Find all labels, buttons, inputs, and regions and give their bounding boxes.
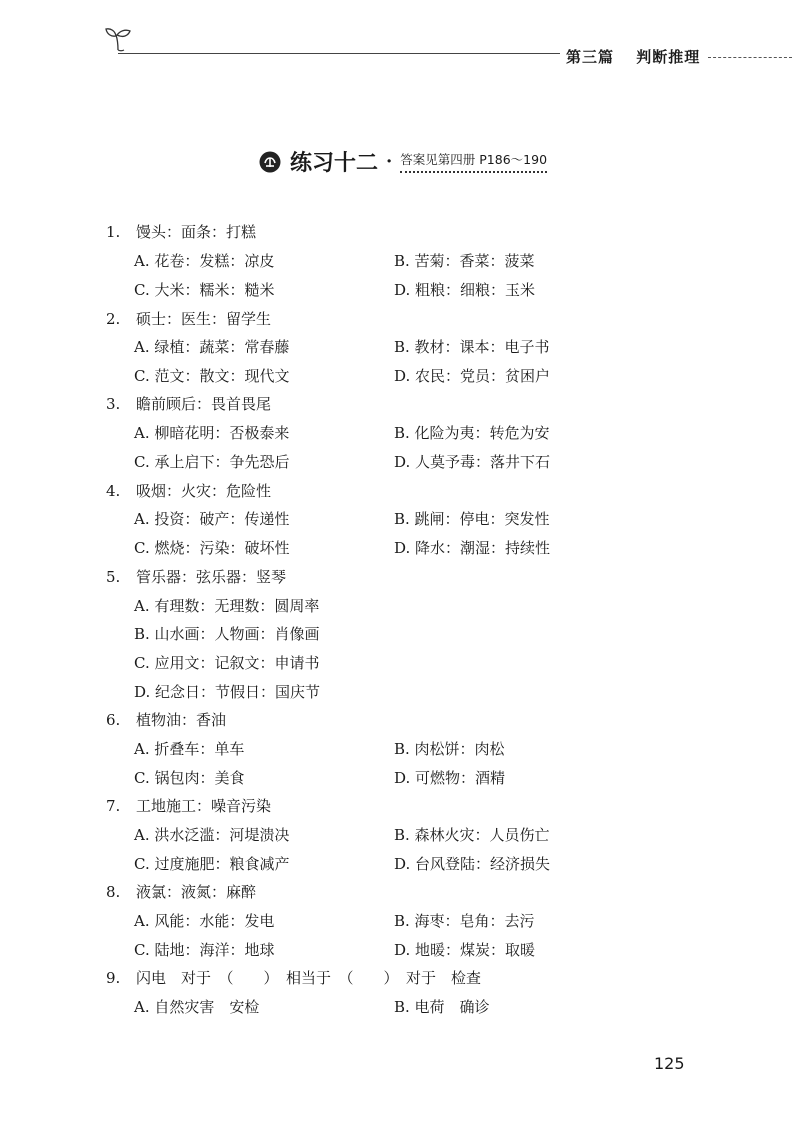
option-c: C. 应用文：记叙文：申请书: [134, 654, 320, 672]
option-b: B. 电荷 确诊: [394, 998, 490, 1016]
question-stem: 硕士：医生：留学生: [136, 310, 272, 328]
question-number: 6.: [106, 711, 121, 729]
question-stem: 闪电 对于 （ ） 相当于 （ ） 对于 检查: [136, 969, 482, 987]
option-a: A. 柳暗花明：否极泰来: [134, 424, 290, 442]
exercise-title: 练习十二: [290, 151, 379, 176]
option-c: C. 陆地：海洋：地球: [134, 941, 275, 959]
option-a: A. 风能：水能：发电: [134, 912, 275, 930]
option-b: B. 苦菊：香菜：菠菜: [394, 252, 535, 270]
question-stem: 工地施工：噪音污染: [136, 797, 272, 815]
page-number: 125: [654, 1054, 685, 1073]
option-a: A. 折叠车：单车: [134, 740, 245, 758]
option-d: D. 台风登陆：经济损失: [394, 855, 551, 873]
option-d: D. 降水：潮湿：持续性: [394, 539, 551, 557]
question-number: 9.: [106, 969, 121, 987]
question-stem: 管乐器：弦乐器：竖琴: [136, 568, 287, 586]
answer-reference: 答案见第四册 P186～190: [400, 150, 547, 173]
header-rule: [118, 53, 560, 54]
question-number: 1.: [106, 223, 121, 241]
option-c: C. 锅包肉：美食: [134, 769, 245, 787]
option-c: C. 承上启下：争先恐后: [134, 453, 290, 471]
option-a: A. 洪水泛滥：河堤溃决: [134, 826, 290, 844]
question-stem: 植物油：香油: [136, 711, 227, 729]
option-a: A. 有理数：无理数：圆周率: [134, 597, 320, 615]
option-a: A. 自然灾害 安检: [134, 998, 260, 1016]
option-d: D. 地暖：煤炭：取暖: [394, 941, 536, 959]
option-b: B. 海枣：皂角：去污: [394, 912, 535, 930]
option-d: D. 粗粮：细粮：玉米: [394, 281, 536, 299]
option-d: D. 可燃物：酒精: [394, 769, 506, 787]
question-number: 8.: [106, 883, 121, 901]
exercise-heading: [258, 146, 547, 177]
option-b: B. 山水画：人物画：肖像画: [134, 625, 320, 643]
option-b: B. 化险为夷：转危为安: [394, 424, 550, 442]
option-a: A. 绿植：蔬菜：常春藤: [134, 338, 290, 356]
sprout-icon: [104, 26, 132, 52]
option-b: B. 跳闸：停电：突发性: [394, 510, 550, 528]
question-number: 7.: [106, 797, 121, 815]
header-rule-dashed: [708, 57, 792, 58]
running-header: [566, 46, 700, 67]
question-stem: 瞻前顾后：畏首畏尾: [136, 395, 272, 413]
option-d: D. 人莫予毒：落井下石: [394, 453, 551, 471]
header-section: 第三篇: [566, 48, 615, 66]
option-d: D. 纪念日：节假日：国庆节: [134, 683, 321, 701]
question-number: 2.: [106, 310, 121, 328]
option-c: C. 燃烧：污染：破坏性: [134, 539, 290, 557]
option-c: C. 范文：散文：现代文: [134, 367, 290, 385]
question-number: 5.: [106, 568, 121, 586]
option-d: D. 农民：党员：贫困户: [394, 367, 551, 385]
question-stem: 吸烟：火灾：危险性: [136, 482, 272, 500]
separator-dot: ·: [386, 151, 393, 172]
option-c: C. 过度施肥：粮食减产: [134, 855, 290, 873]
option-c: C. 大米：糯米：糙米: [134, 281, 275, 299]
option-a: A. 花卷：发糕：凉皮: [134, 252, 275, 270]
question-number: 4.: [106, 482, 121, 500]
option-b: B. 肉松饼：肉松: [394, 740, 505, 758]
question-stem: 馒头：面条：打糕: [136, 223, 257, 241]
option-b: B. 森林火灾：人员伤亡: [394, 826, 550, 844]
option-b: B. 教材：课本：电子书: [394, 338, 550, 356]
option-a: A. 投资：破产：传递性: [134, 510, 290, 528]
header-title: 判断推理: [636, 48, 701, 66]
badge-icon: [258, 150, 282, 174]
question-number: 3.: [106, 395, 121, 413]
question-stem: 液氯：液氮：麻醉: [136, 883, 257, 901]
